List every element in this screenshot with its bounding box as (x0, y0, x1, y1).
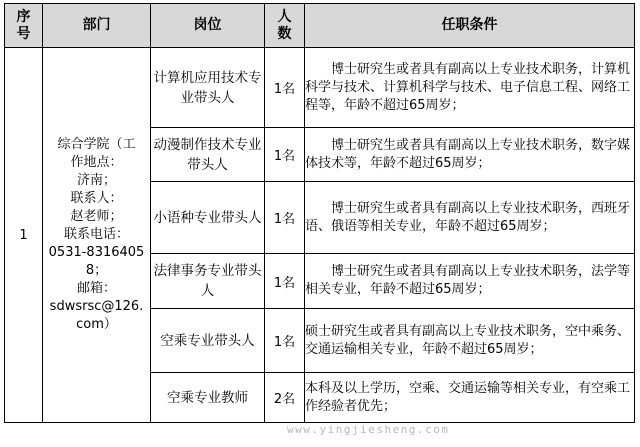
group-number: 1 (5, 48, 43, 423)
department-line: 联系人： (70, 191, 123, 206)
requirements-cell: 博士研究生或者具有副高以上专业技术职务，法学等相关专业，年龄不超过65周岁； (305, 254, 635, 309)
recruitment-table (4, 3, 635, 423)
position-cell: 动漫制作技术专业带头人 (151, 128, 265, 182)
count-cell: 1名 (265, 128, 305, 182)
requirements-cell: 博士研究生或者具有副高以上专业技术职务，数字媒体技术等，年龄不超过65周岁； (305, 128, 635, 182)
department-line: 邮箱： (76, 281, 116, 296)
department-line: com） (76, 317, 117, 332)
position-cell: 法律事务专业带头人 (151, 254, 265, 309)
department-line: 联系电话： (63, 227, 129, 242)
department-line: 赵老师； (70, 209, 123, 224)
watermark: www.yingjiesheng.com (287, 423, 450, 436)
header-requirements: 任职条件 (305, 4, 635, 48)
requirements-cell: 博士研究生或者具有副高以上专业技术职务，计算机科学与技术、计算机科学与技术、电子信息工程、网络工程等，年龄不超过65周岁； (305, 48, 635, 128)
department-line: 济南； (76, 173, 116, 188)
header-number: 序号 (5, 4, 43, 48)
requirements-cell: 博士研究生或者具有副高以上专业技术职务，西班牙语、俄语等相关专业，年龄不超过65周岁； (305, 182, 635, 254)
table-header-row (5, 4, 635, 48)
requirements-cell: 本科及以上学历，空乘、交通运输等相关专业，有空乘工作经验者优先； (305, 373, 635, 423)
count-cell: 1名 (265, 48, 305, 128)
count-cell: 1名 (265, 309, 305, 373)
department-line: 0531-8316405 (48, 245, 145, 260)
header-position: 岗位 (151, 4, 265, 48)
position-cell: 空乘专业教师 (151, 373, 265, 423)
table-row (5, 48, 635, 128)
department-line: sdwsrsc@126. (49, 299, 144, 314)
header-department: 部门 (43, 4, 151, 48)
position-cell: 计算机应用技术专业带头人 (151, 48, 265, 128)
department-line: 作地点： (70, 155, 123, 170)
department-line: 综合学院（工 (57, 137, 136, 152)
position-cell: 小语种专业带头人 (151, 182, 265, 254)
position-cell: 空乘专业带头人 (151, 309, 265, 373)
requirements-cell: 硕士研究生或者具有副高以上专业技术职务，空中乘务、交通运输相关专业，年龄不超过65周岁； (305, 309, 635, 373)
department-line: 8； (85, 263, 108, 278)
count-cell: 1名 (265, 182, 305, 254)
department-cell (43, 48, 151, 423)
count-cell: 2名 (265, 373, 305, 423)
header-count: 人数 (265, 4, 305, 48)
count-cell: 1名 (265, 254, 305, 309)
